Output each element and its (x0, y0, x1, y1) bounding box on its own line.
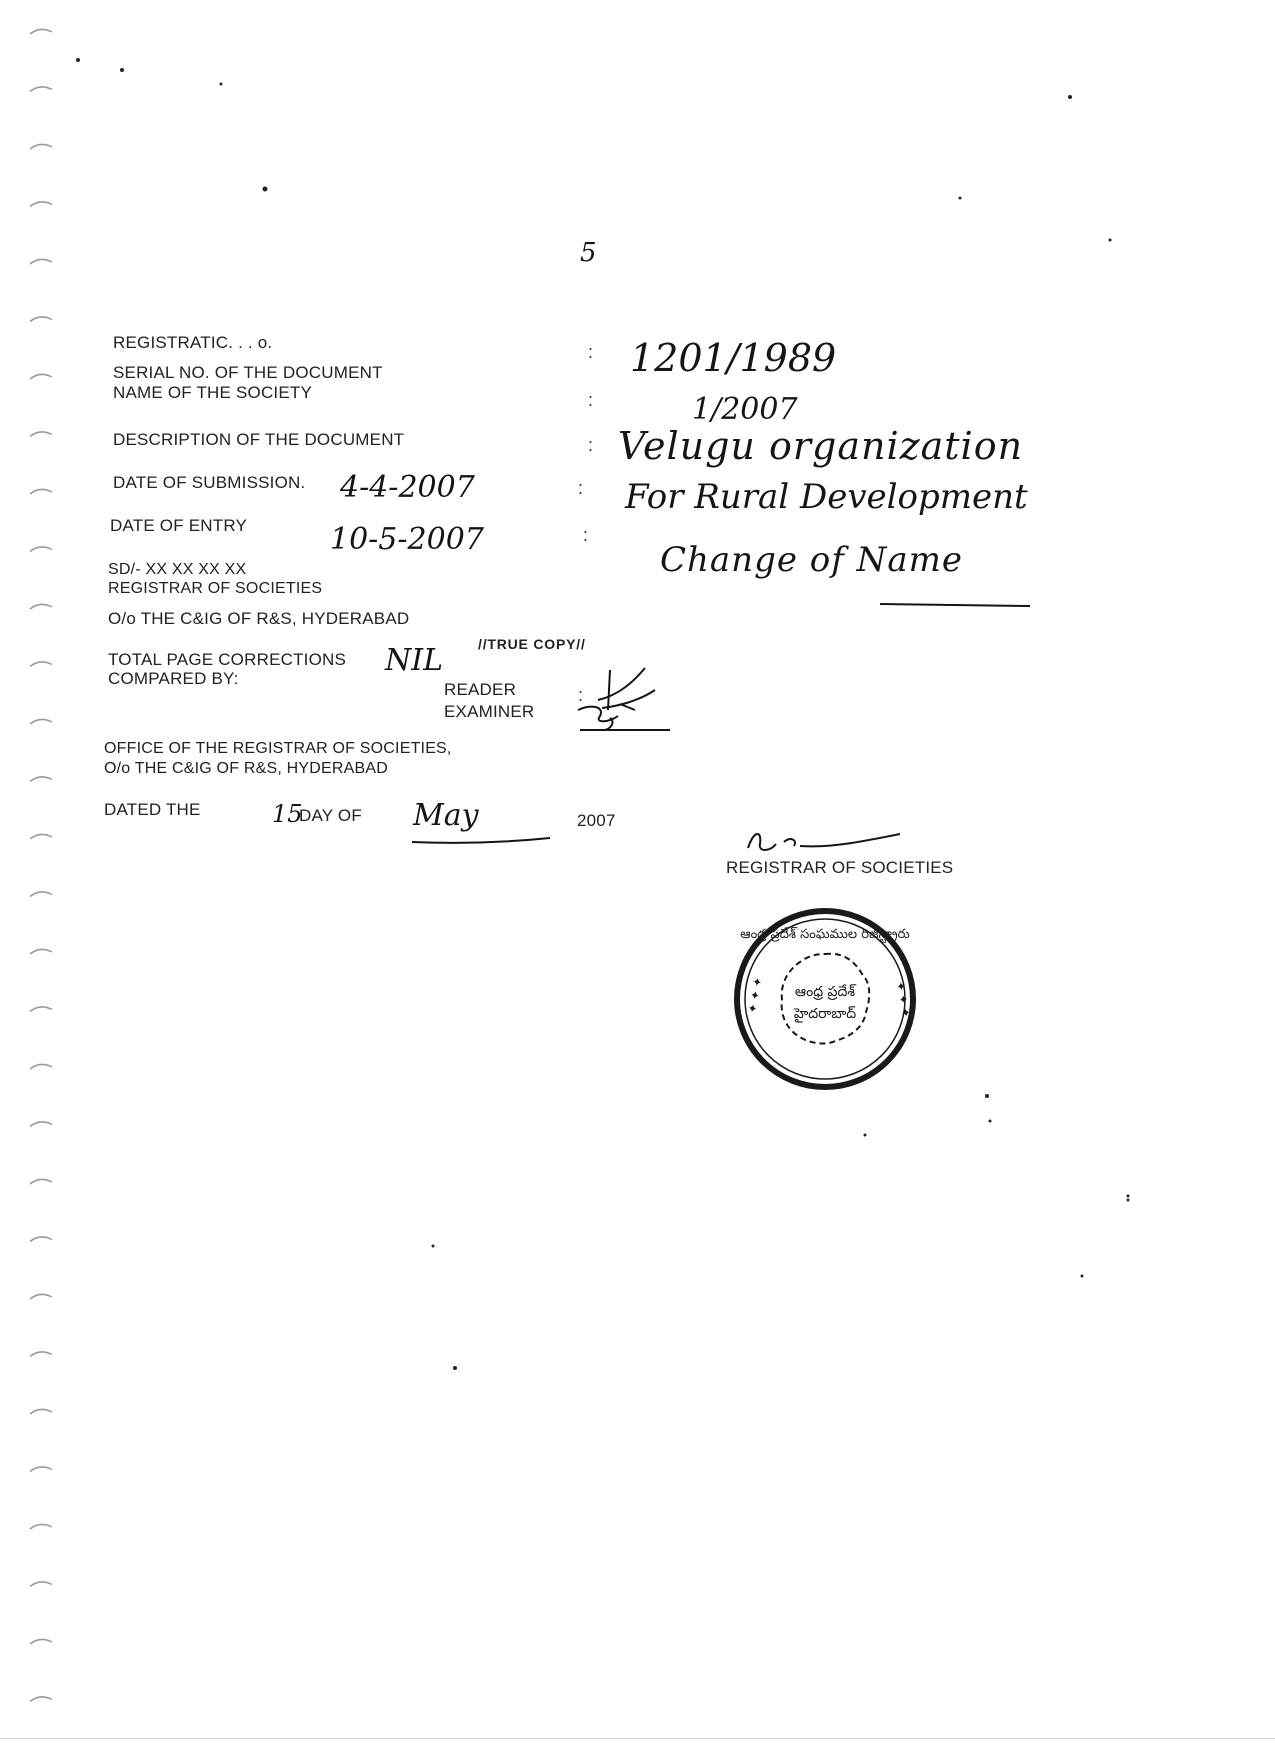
colon-description: : (588, 435, 594, 455)
label-year: 2007 (577, 811, 616, 830)
page-number: 5 (580, 238, 597, 268)
handwritten-day-value: 15 (272, 800, 303, 828)
handwritten-submission-date: 4-4-2007 (340, 470, 475, 505)
label-registrar-line: REGISTRAR OF SOCIETIES (108, 580, 323, 597)
label-description: DESCRIPTION OF THE DOCUMENT (113, 430, 405, 449)
label-society-name: NAME OF THE SOCIETY (113, 383, 313, 402)
colon-submission: : (578, 478, 584, 498)
label-compared-by: COMPARED BY: (108, 669, 239, 688)
handwritten-society-line-2: For Rural Development (625, 477, 1028, 517)
handwritten-serial-value: 1/2007 (692, 392, 798, 427)
seal-center-line-2: హైదరాబాద్ (793, 1006, 857, 1022)
handwritten-entry-date: 10-5-2007 (330, 522, 484, 557)
label-sd-line: SD/- XX XX XX XX (108, 561, 247, 578)
label-dated-the: DATED THE (104, 800, 201, 819)
colon-entry: : (583, 525, 589, 545)
label-office-line: O/o THE C&IG OF R&S, HYDERABAD (108, 609, 410, 628)
label-office-registrar-2: O/o THE C&IG OF R&S, HYDERABAD (104, 760, 388, 777)
label-registrar-signature: REGISTRAR OF SOCIETIES (726, 858, 954, 877)
colon-registration: : (588, 342, 594, 362)
label-day-of: DAY OF (299, 806, 362, 825)
seal-center-line-1: ఆంధ్ర ప్రదేశ్ (794, 984, 856, 1000)
handwritten-society-line-1: Velugu organization (618, 424, 1024, 468)
handwritten-month-value: May (413, 798, 479, 833)
label-examiner: EXAMINER (444, 702, 535, 721)
label-office-registrar-1: OFFICE OF THE REGISTRAR OF SOCIETIES, (104, 740, 452, 757)
label-reader: READER (444, 680, 517, 699)
bottom-edge-line (0, 1738, 1275, 1739)
handwritten-registration-value: 1201/1989 (630, 336, 837, 380)
handwritten-corrections-value: NIL (385, 643, 444, 678)
svg-text:✦ ✦ ✦: ✦ ✦ ✦ (745, 975, 766, 1015)
label-true-copy: //TRUE COPY// (478, 636, 586, 652)
label-registration-no: REGISTRATIC. . . o. (113, 333, 273, 352)
label-date-of-entry: DATE OF ENTRY (110, 516, 248, 535)
handwritten-description-value: Change of Name (660, 540, 964, 580)
label-total-page-corrections: TOTAL PAGE CORRECTIONS (108, 650, 347, 669)
colon-society: : (588, 390, 594, 410)
svg-text:✦ ✦ ✦: ✦ ✦ ✦ (893, 980, 914, 1019)
label-serial-no: SERIAL NO. OF THE DOCUMENT (113, 363, 383, 382)
colon-reader: : (578, 685, 584, 705)
label-date-of-submission: DATE OF SUBMISSION. (113, 473, 306, 492)
seal-ring-text: ఆంధ్ర ప్రదేశ్ సంఘముల రిజిస్ట్రారు (740, 927, 910, 942)
